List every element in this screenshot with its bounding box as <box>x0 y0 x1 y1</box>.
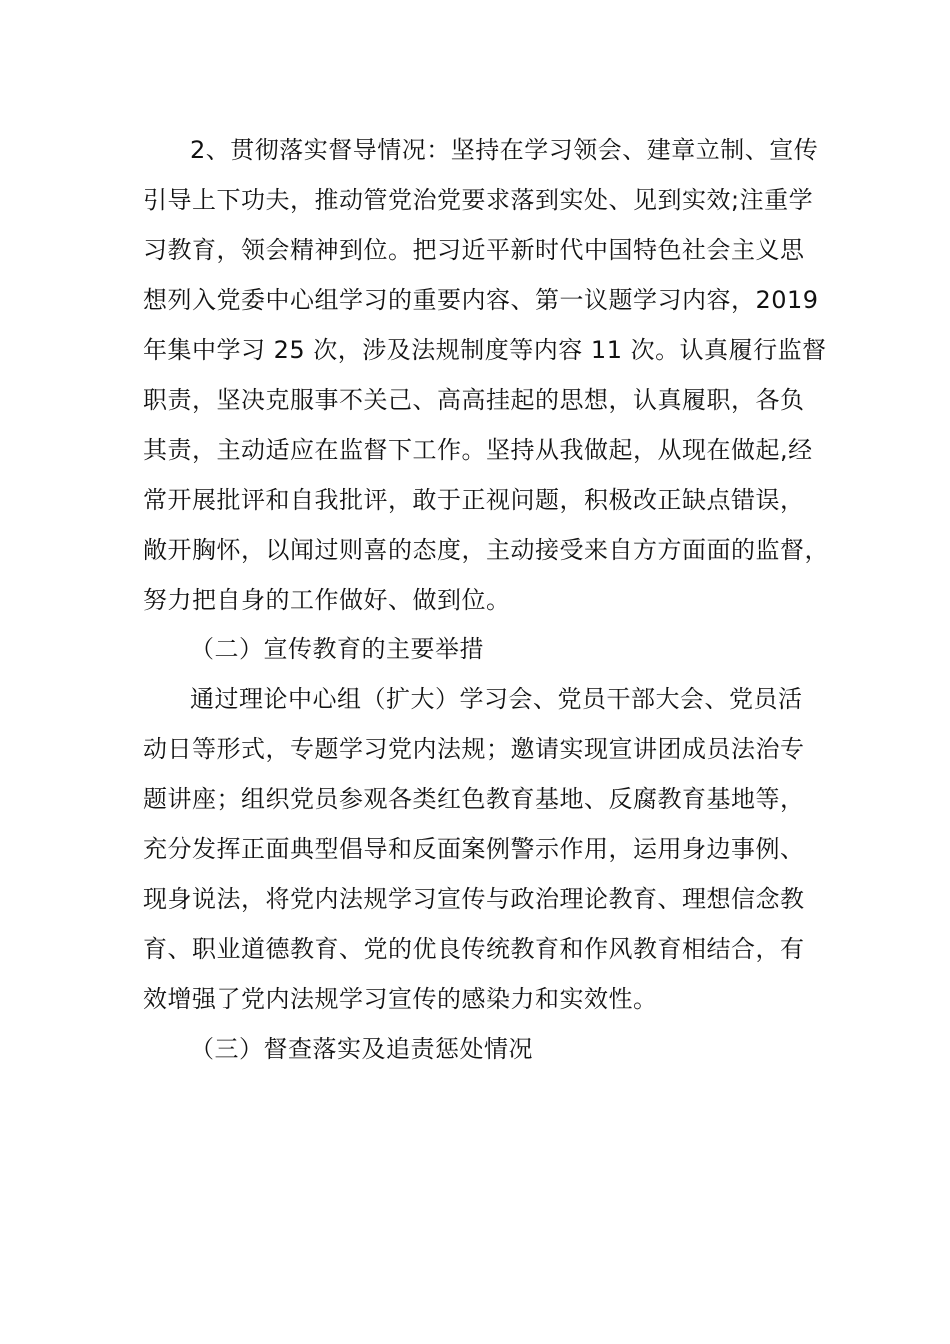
section-heading-2: （二）宣传教育的主要举措 <box>190 635 484 663</box>
section-heading-3: （三）督查落实及追责惩处情况 <box>190 1035 533 1063</box>
paragraph-2-line-7: 效增强了党内法规学习宣传的感染力和实效性。 <box>143 985 658 1013</box>
paragraph-2-line-3: 题讲座；组织党员参观各类红色教育基地、反腐教育基地等， <box>143 785 805 813</box>
paragraph-1-line-1: 2、贯彻落实督导情况：坚持在学习领会、建章立制、宣传 <box>190 136 819 164</box>
paragraph-1-line-2: 引导上下功夫，推动管党治党要求落到实处、见到实效;注重学 <box>143 186 814 214</box>
paragraph-2-line-5: 现身说法，将党内法规学习宣传与政治理论教育、理想信念教 <box>143 885 805 913</box>
paragraph-1-line-5: 年集中学习 25 次，涉及法规制度等内容 11 次。认真履行监督 <box>143 336 827 364</box>
paragraph-1-line-4: 想列入党委中心组学习的重要内容、第一议题学习内容，2019 <box>143 286 819 314</box>
paragraph-1-line-6: 职责，坚决克服事不关己、高高挂起的思想，认真履职，各负 <box>143 386 805 414</box>
paragraph-1-line-9: 敞开胸怀，以闻过则喜的态度，主动接受来自方方面面的监督， <box>143 536 829 564</box>
paragraph-2-line-2: 动日等形式，专题学习党内法规；邀请实现宣讲团成员法治专 <box>143 735 805 763</box>
paragraph-2-line-4: 充分发挥正面典型倡导和反面案例警示作用，运用身边事例、 <box>143 835 805 863</box>
paragraph-2-line-1: 通过理论中心组（扩大）学习会、党员干部大会、党员活 <box>190 685 803 713</box>
paragraph-1-line-7: 其责，主动适应在监督下工作。坚持从我做起，从现在做起,经 <box>143 436 813 464</box>
paragraph-2-line-6: 育、职业道德教育、党的优良传统教育和作风教育相结合，有 <box>143 935 805 963</box>
paragraph-1-line-8: 常开展批评和自我批评，敢于正视问题，积极改正缺点错误， <box>143 486 805 514</box>
paragraph-1-line-3: 习教育，领会精神到位。把习近平新时代中国特色社会主义思 <box>143 236 805 264</box>
paragraph-1-line-10: 努力把自身的工作做好、做到位。 <box>143 586 511 614</box>
